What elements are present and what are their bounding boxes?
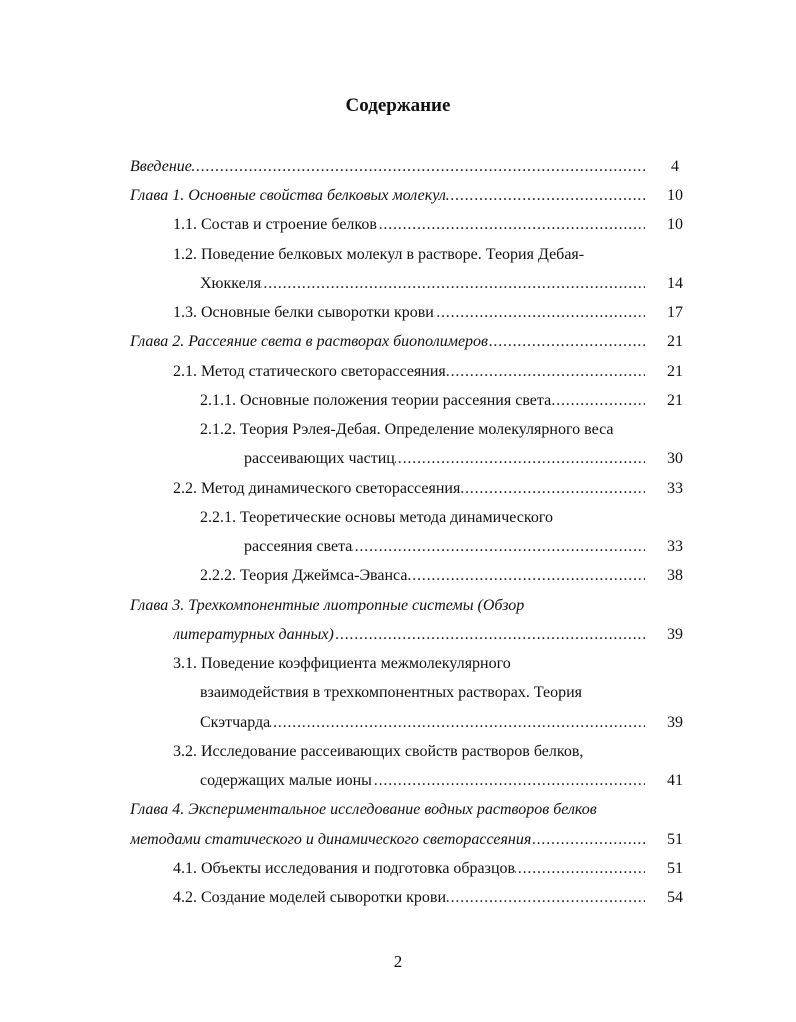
toc-page: 14 [667, 275, 683, 292]
toc-entry-chapter-3-cont: . . . литературных данных) [173, 624, 645, 646]
toc-page: 39 [667, 714, 683, 731]
toc-page: 21 [667, 392, 683, 409]
toc-page: 17 [667, 304, 683, 321]
toc-entry-3-1-mid: взаимодействия в трехкомпонентных растворах. Теория [200, 684, 583, 701]
toc-entry-chapter-4-cont: . . . методами статического и динамического светорассеяния [130, 829, 645, 851]
toc-page: 54 [667, 889, 683, 906]
toc-entry-chapter-1[interactable]: . . . Глава 1. Основные свойства белковых молекул [130, 185, 645, 207]
toc-entry-1-2-cont: . . . Хюккеля [200, 273, 645, 295]
toc-entry-chapter-4[interactable]: Глава 4. Экспериментальное исследование водных растворов белков [130, 801, 597, 818]
toc-entry-3-1-cont: . . . Скэтчарда [200, 712, 645, 734]
toc-entry-2-1-2[interactable]: 2.1.2. Теория Рэлея-Дебая. Определение молекулярного веса [200, 421, 614, 438]
toc-page: 51 [667, 831, 683, 848]
toc-page: 39 [667, 626, 683, 643]
toc-entry-1-2[interactable]: 1.2. Поведение белковых молекул в растворе. Теория Дебая- [173, 246, 585, 263]
toc-entry-2-1-1[interactable]: . . . 2.1.1. Основные положения теории рассеяния света [200, 390, 645, 412]
toc-page: 33 [667, 480, 683, 497]
toc-entry-4-1[interactable]: . . . 4.1. Объекты исследования и подготовка образцов [173, 858, 645, 880]
toc-entry-1-1[interactable]: . . . 1.1. Состав и строение белков [173, 214, 645, 236]
toc-entry-3-2[interactable]: 3.2. Исследование рассеивающих свойств растворов белков, [173, 743, 584, 760]
toc-entry-3-1[interactable]: 3.1. Поведение коэффициента межмолекулярного [173, 655, 511, 672]
toc-entry-intro[interactable]: . . . Введение [130, 156, 645, 178]
toc-entry-4-2[interactable]: . . . 4.2. Создание моделей сыворотки крови [173, 887, 645, 909]
toc-page: 21 [667, 333, 683, 350]
page-title: Содержание [345, 95, 451, 116]
toc-entry-2-2-1-cont: . . . рассеяния света [244, 536, 645, 558]
toc-entry-2-1-2-cont: . . . рассеивающих частиц [244, 448, 645, 470]
toc-page: 41 [667, 772, 683, 789]
toc-page: 51 [667, 860, 683, 877]
toc-page: 21 [667, 363, 683, 380]
toc-entry-1-3[interactable]: . . . 1.3. Основные белки сыворотки крови [173, 302, 645, 324]
toc-entry-2-2-2[interactable]: . . . 2.2.2. Теория Джеймса-Эванса [200, 565, 645, 587]
toc-entry-chapter-2[interactable]: . . . Глава 2. Рассеяние света в растворах биополимеров [130, 331, 645, 353]
toc-page: 33 [667, 538, 683, 555]
toc-entry-2-1[interactable]: . . . 2.1. Метод статического светорассеяния [173, 361, 645, 383]
toc-entry-2-2[interactable]: . . . 2.2. Метод динамического светорассеяния [173, 478, 645, 500]
page-number: 2 [393, 952, 403, 971]
toc-page: 10 [667, 187, 683, 204]
toc-page: 10 [667, 216, 683, 233]
toc-entry-3-2-cont: . . . содержащих малые ионы [200, 770, 645, 792]
toc-entry-chapter-3[interactable]: Глава 3. Трехкомпонентные лиотропные системы (Обзор [130, 597, 525, 614]
toc-page: 30 [667, 450, 683, 467]
toc-page: 4 [671, 158, 679, 175]
toc-page: 38 [667, 567, 683, 584]
toc-entry-2-2-1[interactable]: 2.2.1. Теоретические основы метода динамического [200, 509, 553, 526]
